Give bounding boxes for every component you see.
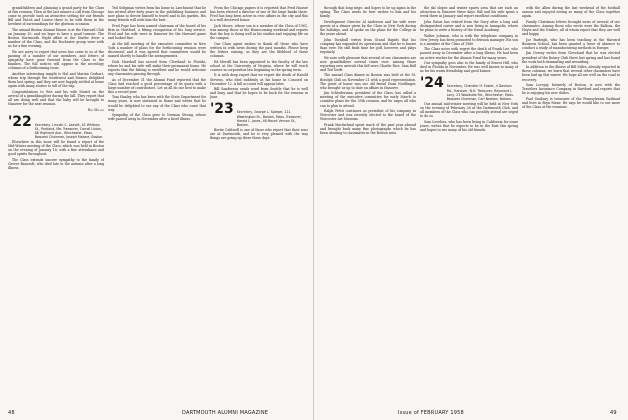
column-6 <box>522 6 620 404</box>
class-officers: Secretary, Lincoln C. Leavitt, 42 Whitney St., Portland, Me. Treasurer, Carroll Liston, 88 Highland Ave., Winchester, Mass. Bequest Chairman, Joseph Malone, Boston. <box>34 122 104 140</box>
paragraph: Bill Sanderson sends word from Seattle that he is well and busy, and that he hopes to be back for the reunion in June. <box>210 87 308 100</box>
paragraph: Joe Burleigh, who has been teaching at the Harvard Business School, has been granted a leave of absence to conduct a study of manufacturing methods in Europe. <box>522 37 620 50</box>
paragraph: We are sorry to report that news has come to us of the passing of a number of our members, and letters of sympathy have gone forward from the Class to the families. The full notices will appear in the necrology columns of a forthcoming issue. <box>8 49 104 71</box>
paragraph: The Class notes with regret the death of Frank Lee, who passed away in December after a long illness. He had been an active worker for the Alumni Fund for many years. <box>420 47 518 60</box>
column-3 <box>210 6 308 404</box>
paragraph: The Class extends sincere sympathy to the family of Grover Bancroft, who died late in the autumn after a long illness. <box>8 158 104 171</box>
paragraph: Jim Schluderman, president of the Class, has called a meeting of the executive committee for early March to consider plans for the 35th reunion, and he urges all who can to plan to attend. <box>320 91 416 108</box>
paragraph: Sam Lovejoy, formerly of Boston, is now with the Travelers Insurance Company in Hartford and reports that he is enjoying his new duties. <box>522 83 620 96</box>
paragraph: Walter Johnson, who is with the telephone company in New Jersey, has been promoted to division manager. His son is a member of the Class of 1960. <box>420 33 518 46</box>
paragraph: The annual Class dinner in Boston was held at the St. Botolph Club on November 21 with a good representation. The guest of honor was our old friend Dean Neidlinger, who brought us up to date on affairs in Hanover. <box>320 73 416 90</box>
column-1 <box>8 6 104 404</box>
paragraph: Sam Loveless, who has been living in California for some years, writes that he expects to be in the East this spring and hopes to see many of his old friends. <box>420 119 518 132</box>
paragraph: Ralph Pettit continues as president of his company in Worcester and was recently elected to the board of the Worcester Art Museum. <box>320 109 416 122</box>
class-year: '24 <box>420 75 444 92</box>
paragraph: Jim Dorsey writes from Cleveland that he was elected president of the Rotary Club there last spring and has found the work both demanding and rewarding. <box>522 51 620 64</box>
correspondent-signature: Roy Miller <box>87 107 104 112</box>
running-footer-right: Issue of FEBRUARY 1958 <box>398 410 464 416</box>
paragraph: John Turnbull writes from Grand Rapids that his company has expanded its operations and that he is busier than ever. He still finds time for golf, however, and plays regularly. <box>320 37 416 54</box>
column-2 <box>108 6 206 404</box>
page-number-right: 49 <box>610 410 617 416</box>
paragraph: Sympathy of the Class goes to Norman Strong, whose wife passed away in November after a brief illness. <box>108 113 206 122</box>
paragraph: Elsewhere in this issue will be found a report of the Mid-Winter meeting of the Class, which was held in Boston on the evening of January 18, with a fine attendance and good spirits throughout. <box>8 140 104 157</box>
class-header-24 <box>420 76 518 100</box>
right-page <box>314 0 628 420</box>
paragraph: Our Class agent wishes to thank all those who have written in with news during the past months. Please keep the letters coming, as they are the lifeblood of these columns. <box>210 41 308 59</box>
paragraph: Our sympathy goes also to the family of Ernest Hill, who died in Florida in November. He was well known to many of us for his warm friendship and good humor. <box>420 61 518 74</box>
paragraph: Ed Merrill has been appointed to the faculty of the law school at the University of Virginia, where he will teach courses in corporation law beginning in the spring term. <box>210 59 308 72</box>
column-4 <box>320 6 416 404</box>
paragraph: As of December 31 the Alumni Fund reported that the Class had reached a good percentage of its quota with a large number of contributors. Let us all do our best to make this a record year. <box>108 77 206 94</box>
paragraph: From the Chicago papers it is reported that Fred Hauser has been elected a director of one of the large banks there. Fred has long been active in civic affairs in the city and this is a well deserved honor. <box>210 6 308 23</box>
paragraph: Bertie Caldwell is one of those who report that their sons are at Dartmouth, and he is very pleased with the way things are going up there these days. <box>210 127 308 141</box>
class-officers: Secretary, George L. Spiegel, 111 Washington St., Boston, Mass. Treasurer, Harold L. Jones, 46 Mount Vernon St., Boston. <box>236 110 302 127</box>
paragraph: John Eaton has retired from the Navy after a long and distinguished career and is now living in Annapolis, where he plans to write a history of the Naval Academy. <box>420 19 518 32</box>
paragraph: Ted Seligman writes from his home in Larchmont that he has retired after forty years in the publishing business and now plans to devote himself to travel and to his garden. His many friends will wish him the best. <box>108 6 206 23</box>
paragraph: Dick Marshall has moved from Cleveland to Florida, where he and his wife will make their permanent home. He reports that the fishing is excellent and he would welcome any classmates passing through. <box>108 59 206 76</box>
paragraph: Jack Moore, whose son is a member of the Class of 1961, was among those at the Homecoming weekend and reports that the boy is doing well in his studies and enjoying life on the campus. <box>210 23 308 41</box>
paragraph: Another interesting insight is Hal and Marian Gerhart, whose trip through the Southwest and Mexico delighted them last spring, and they are now happily settled at home again with many stories to tell of the trip. <box>8 71 104 89</box>
paragraph: Fred Pope has been named chairman of the board of his firm in Hartford, a fitting recognition of his long service. Fred and his wife were in Hanover for the Harvard game and looked fine. <box>108 23 206 41</box>
paragraph: In addition to the illness of Bill Stiles, already reported in these columns, we learn that several other classmates have been laid up this winter. We hope all are well on the road to recovery. <box>522 65 620 82</box>
column-5 <box>420 6 518 404</box>
paragraph: grandchildren and planning a grand party for the Class at this reunion, Then at the last minute a call from Chicago came to provide such an attractive setting for our friends Bill and Dutch and Louise there to be with them in the loveliest of surroundings for the glorious occasion. <box>8 6 104 27</box>
running-footer-left: DARTMOUTH ALUMNI MAGAZINE <box>182 410 269 416</box>
paragraph: Family Christmas letters brought news of several of our classmates. Among those who wrote were the Ballous, the Hoyts and the Nashes, all of whom report that they are well and happy. <box>522 19 620 37</box>
class-header-23 <box>210 102 308 126</box>
paragraph: It is with deep regret that we report the death of Harold Stevens, who died suddenly at his home in Concord on December 12. A full account will appear later. <box>210 73 308 86</box>
paragraph: We note with pleasure that several of our classmates are now grandfathers several times over. Among those reporting new arrivals this fall were Charlie Rice, Sam Ball and Ted Swift. <box>320 55 416 72</box>
paragraph: Tom Hanley, who has been with the State Department for many years, is now stationed in Rome and writes that he would be delighted to see any of the Class who come that way. <box>108 95 206 112</box>
paragraph: Development Director Al Anderson and his wife were guests at a dinner given by the Class in New York during the holidays, and Al spoke on the plans for the College in the years ahead. <box>320 19 416 37</box>
paragraph: The annual Boston Alumni Dinner is at the Harvard Club on January 30, and we hope to have a good turnout. The Boston Dartmouth Night affair at the Statler drew a number of the Class, and the Rochester group were with us for a fine evening. <box>8 27 104 49</box>
paragraph: Paul Seabury is treasurer of the Pennsylvania Railroad and lives in Bryn Mawr. He says he would like to see more of the Class at the reunions. <box>522 96 620 110</box>
paragraph: Congratulations to Wes and his wife Muriel on the arrival of a granddaughter during the fall. They report that all are doing well and that the baby will be brought to Hanover for the next reunion. <box>8 89 104 107</box>
page-number-left: 48 <box>8 410 15 416</box>
paragraph: the ski slopes and winter sports area that are such an attraction in Hanover these days. Bill and his wife spent a week there in January and report excellent conditions. <box>420 6 518 19</box>
class-header-22 <box>8 115 104 139</box>
paragraph: Frank Macfarland spent much of the past year abroad and brought back many fine photographs which he has been showing to classmates in the Boston area. <box>320 122 416 136</box>
class-year: '23 <box>210 101 234 118</box>
class-officers: Secretary, Chandler H. Foster, 4 Davison Rd., Hanover, N.H. Treasurer, Raymond J. Lacy, 23 Woodside Rd., Winchester, Mass. Bequest Chairman, Carl Newton, Boston. <box>446 84 514 101</box>
paragraph: with the Allen during the last weekend of the football season and enjoyed seeing so many of the Class together again. <box>522 6 620 19</box>
paragraph: through that long siege, and hopes to be up again in the spring. The Class sends its best wishes to him and his family. <box>320 6 416 19</box>
paragraph: Our annual mid-winter meeting will be held in New York on the evening of February 26 at the Dartmouth Club, and all members of the Class who can possibly attend are urged to do so. <box>420 101 518 119</box>
class-year: '22 <box>8 113 32 130</box>
paragraph: At the fall meeting of the executive committee in New York a number of plans for the forthcoming reunion were discussed, and it was agreed that committees would be named shortly to handle the arrangements. <box>108 41 206 59</box>
